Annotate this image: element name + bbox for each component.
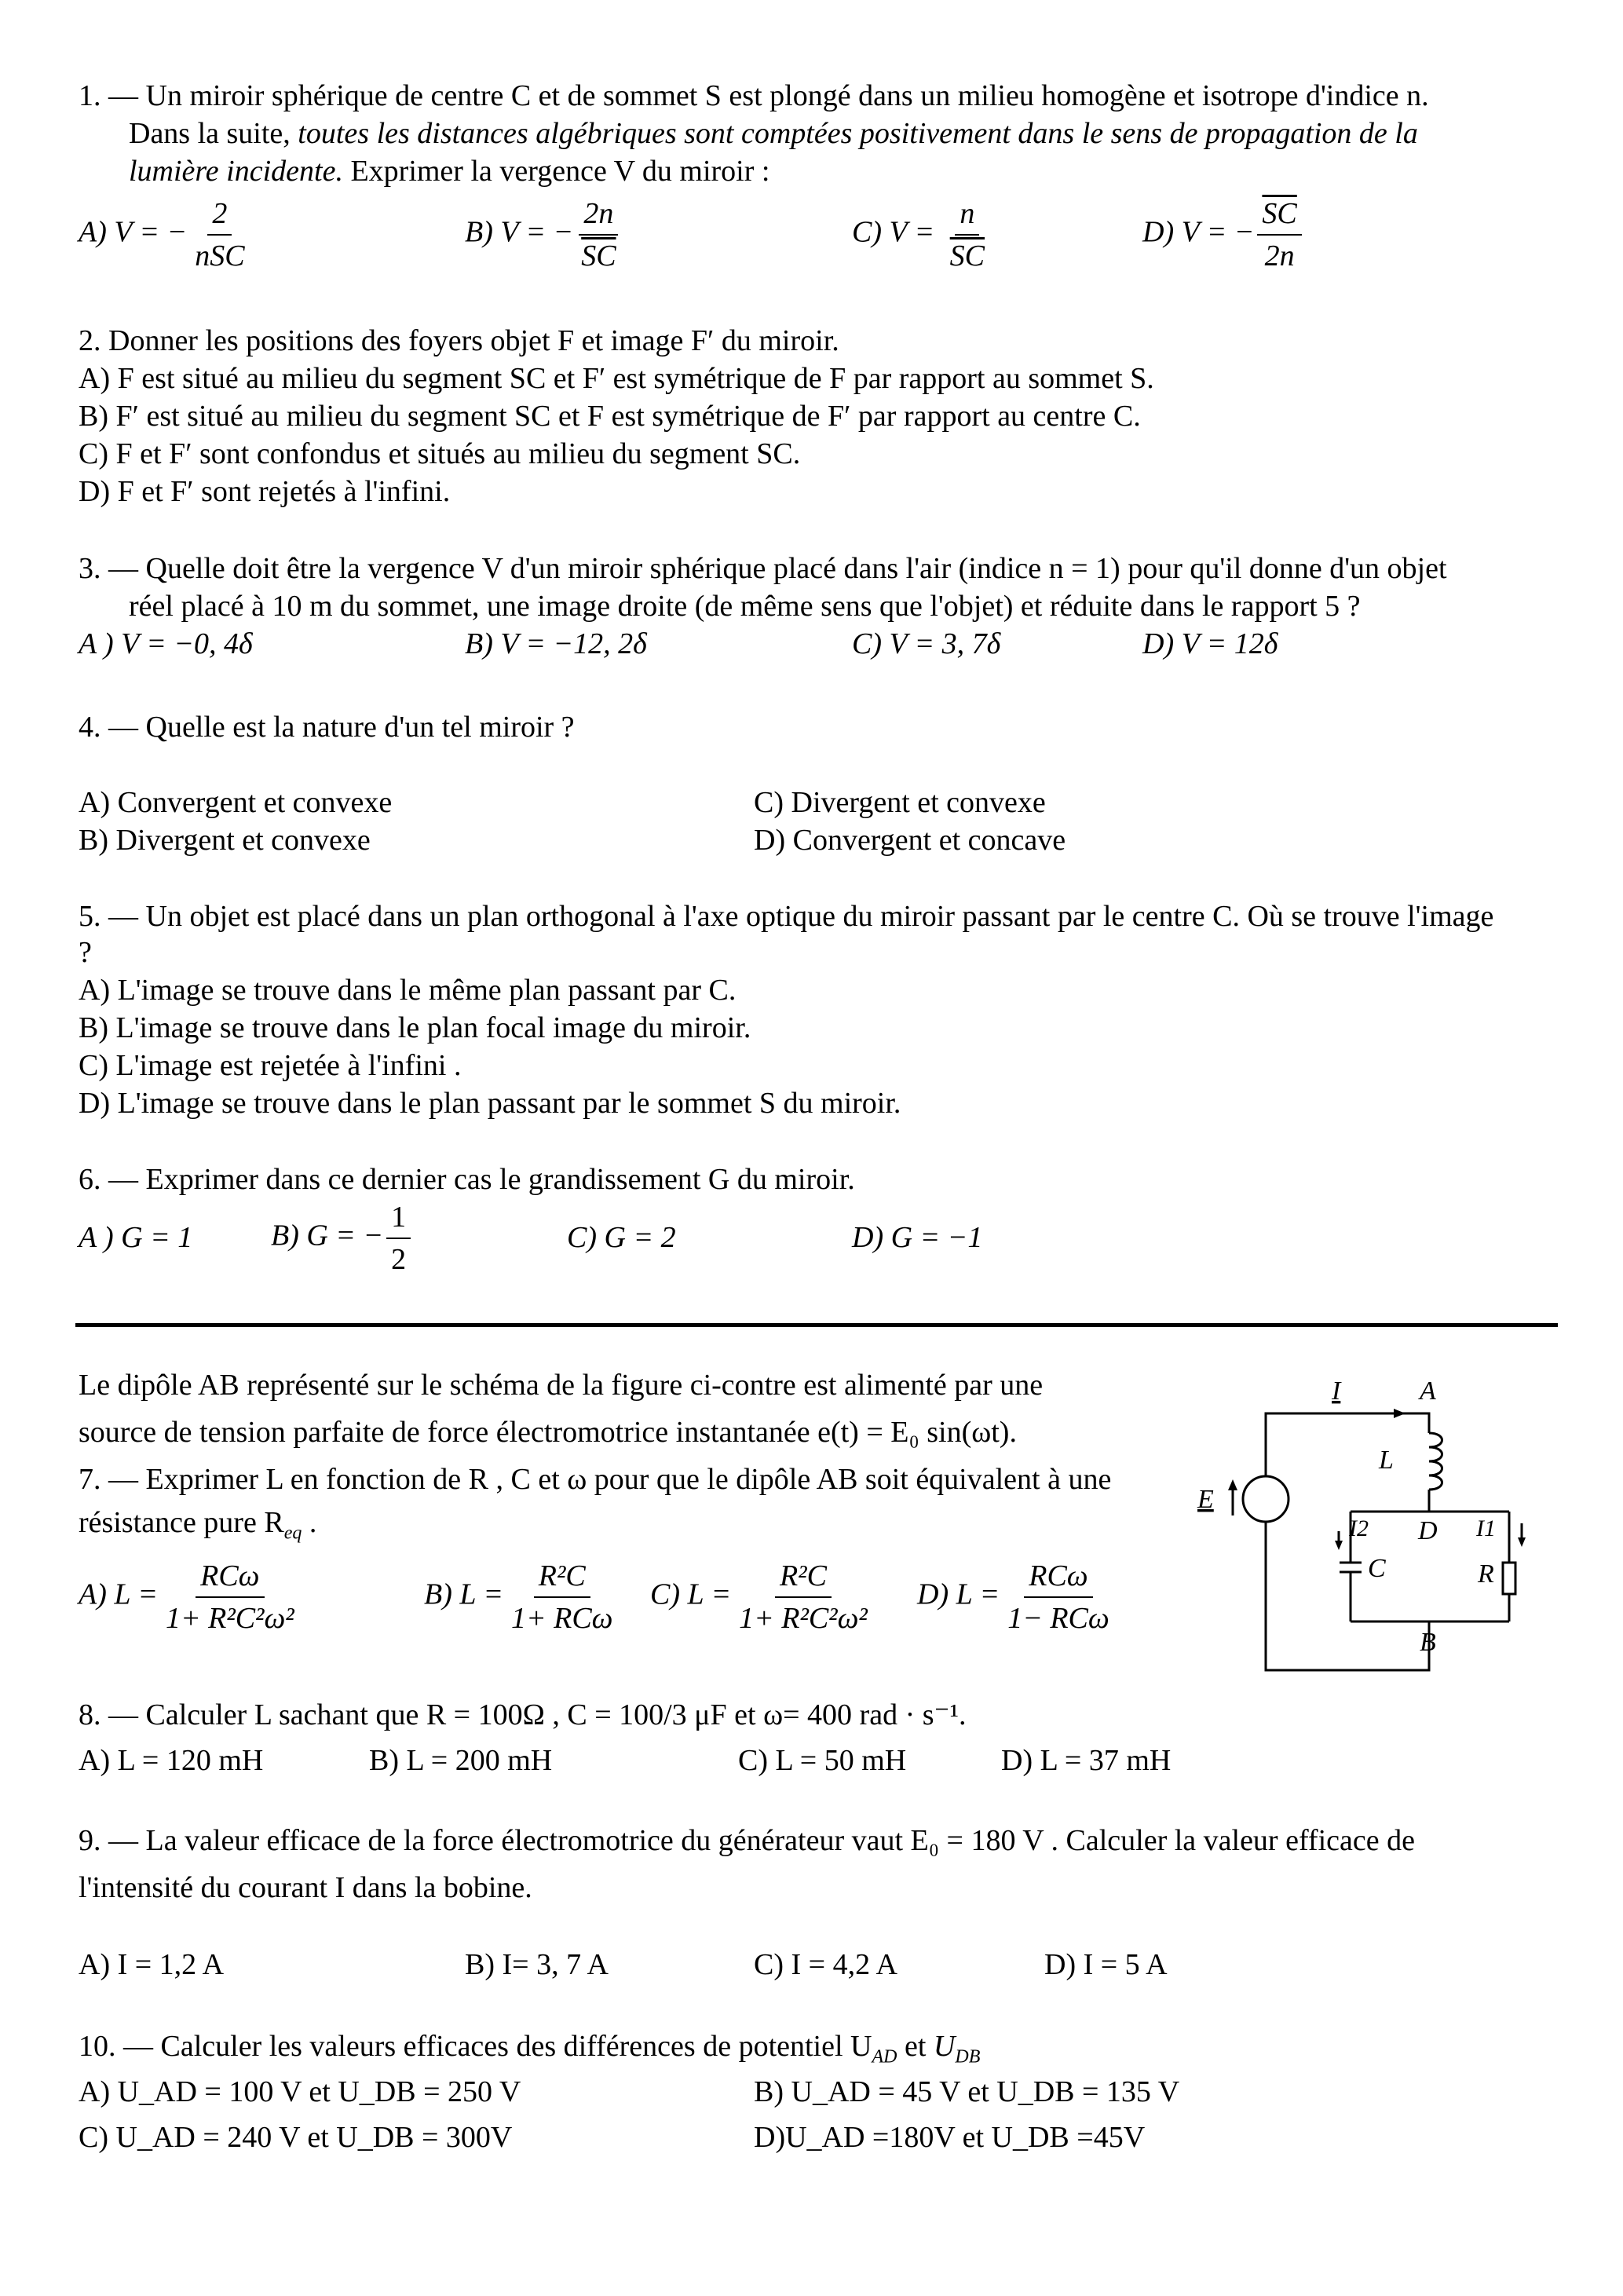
q5-option-c[interactable]: C) L'image est rejetée à l'infini . [79, 1049, 462, 1082]
q2-title: 2. Donner les positions des foyers objet F et image F′ du miroir. [79, 324, 839, 357]
generator [1243, 1476, 1289, 1522]
label-i2: I2 [1349, 1515, 1369, 1541]
q3-option-c[interactable]: C) V = 3, 7δ [852, 627, 1001, 660]
q5-line2: ? [79, 936, 92, 969]
q6-option-a[interactable]: A ) G = 1 [79, 1221, 193, 1254]
q5-option-a[interactable]: A) L'image se trouve dans le même plan passant par C. [79, 974, 737, 1007]
q8-option-d[interactable]: D) L = 37 mH [1001, 1744, 1172, 1777]
section-divider [75, 1323, 1558, 1327]
q6-option-c[interactable]: C) G = 2 [567, 1221, 676, 1254]
q4-option-b[interactable]: B) Divergent et convexe [79, 824, 371, 857]
q5-option-b[interactable]: B) L'image se trouve dans le plan focal image du miroir. [79, 1011, 751, 1044]
q8-title: 8. — Calculer L sachant que R = 100Ω , C = 100/3 μF et ω= 400 rad · s⁻¹. [79, 1698, 967, 1731]
q8-option-c[interactable]: C) L = 50 mH [738, 1744, 907, 1777]
label-d: D [1418, 1516, 1438, 1545]
q2-option-a[interactable]: A) F est situé au milieu du segment SC et F′ est symétrique de F par rapport au sommet S. [79, 362, 1154, 395]
q6-option-b[interactable]: B) G = − $\frac{1}{2}$ [271, 1200, 414, 1277]
wire-top [1266, 1413, 1429, 1476]
circuit-diagram [1193, 1366, 1570, 1680]
q9-option-c[interactable]: C) I = 4,2 A [754, 1948, 897, 1981]
q1-line1: 1. — Un miroir sphérique de centre C et de sommet S est plongé dans un milieu homogène et isotrope d'indice n. [79, 79, 1429, 112]
label-i: I [1332, 1377, 1341, 1406]
label-a: A [1420, 1377, 1436, 1406]
q4-option-a[interactable]: A) Convergent et convexe [79, 786, 393, 819]
q7-option-c[interactable]: C) L = $\frac{\text{R²C}}{\text{1+ R²C²ω²}}$ [650, 1559, 868, 1635]
label-c: C [1368, 1554, 1386, 1583]
label-b: B [1420, 1628, 1436, 1657]
q3-line1: 3. — Quelle doit être la vergence V d'un miroir sphérique placé dans l'air (indice n = 1) pour qu'il donne d'un objet [79, 552, 1447, 585]
q7-line2: résistance pure $R_{eq}$ . [79, 1506, 317, 1544]
q1-option-d[interactable]: D) V = − $\frac{\overline{SC}}{2n}$ [1142, 196, 1305, 273]
q6-option-d[interactable]: D) G = −1 [852, 1221, 983, 1254]
q3-option-b[interactable]: B) V = −12, 2δ [465, 627, 647, 660]
q8-option-a[interactable]: A) L = 120 mH [79, 1744, 264, 1777]
q1-option-b[interactable]: B) V = − $\frac{2n}{SC}$ [465, 196, 624, 273]
q3-line2: réel placé à 10 m du sommet, une image droite (de même sens que l'objet) et réduite dans le rapport 5 ? [129, 590, 1361, 623]
q10-option-d[interactable]: D)U_AD =180V et U_DB =45V [754, 2121, 1146, 2154]
i-arrow-head [1394, 1409, 1406, 1418]
q1-option-a[interactable]: A) V = − $\frac{2}{\text{nSC}}$ [79, 197, 245, 272]
q4-option-d[interactable]: D) Convergent et concave [754, 824, 1066, 857]
intro-line2: source de tension parfaite de force électromotrice instantanée e(t) = E₀ sin(ωt). [79, 1416, 1017, 1449]
q8-option-b[interactable]: B) L = 200 mH [369, 1744, 553, 1777]
e-arrow-head [1228, 1479, 1237, 1490]
q9-option-a[interactable]: A) I = 1,2 A [79, 1948, 225, 1981]
label-l: L [1379, 1446, 1394, 1475]
q4-title: 4. — Quelle est la nature d'un tel miroir ? [79, 711, 575, 744]
label-i1: I1 [1476, 1515, 1496, 1541]
label-r: R [1478, 1559, 1494, 1589]
i1-arrow-head [1518, 1537, 1526, 1547]
q6-title: 6. — Exprimer dans ce dernier cas le grandissement G du miroir. [79, 1163, 855, 1196]
i2-arrow-head [1335, 1541, 1343, 1550]
q2-option-d[interactable]: D) F et F′ sont rejetés à l'infini. [79, 475, 451, 508]
q7-option-d[interactable]: D) L = $\frac{\text{RCω}}{\text{1− RCω}}$ [917, 1559, 1109, 1635]
q7-line1: 7. — Exprimer L en fonction de R , C et ω pour que le dipôle AB soit équivalent à une [79, 1463, 1112, 1496]
q7-option-b[interactable]: B) L = $\frac{\text{R²C}}{\text{1+ RCω}}$ [424, 1559, 613, 1635]
resistor [1503, 1563, 1515, 1594]
q10-title: 10. — Calculer les valeurs efficaces des différences de potentiel $U_{AD}$ et $U_{DB}$ [79, 2030, 981, 2067]
inductor [1429, 1433, 1442, 1490]
intro-line1: Le dipôle AB représenté sur le schéma de la figure ci-contre est alimenté par une [79, 1369, 1044, 1402]
q1-line2: Dans la suite, toutes les distances algébriques sont comptées positivement dans le sens de propagation de la [129, 117, 1418, 150]
q10-option-a[interactable]: A) U_AD = 100 V et U_DB = 250 V [79, 2075, 521, 2108]
q5-line1: 5. — Un objet est placé dans un plan orthogonal à l'axe optique du miroir passant par le centre C. Où se trouve l'image [79, 900, 1494, 933]
q9-line2: l'intensité du courant I dans la bobine. [79, 1871, 532, 1904]
q9-option-d[interactable]: D) I = 5 A [1044, 1948, 1168, 1981]
q2-option-b[interactable]: B) F′ est situé au milieu du segment SC et F est symétrique de F′ par rapport au centre C. [79, 400, 1141, 433]
q7-option-a[interactable]: A) L = $\frac{\text{RCω}}{\text{1+ R²C²ω²}}$ [79, 1559, 294, 1635]
q9-option-b[interactable]: B) I= 3, 7 A [465, 1948, 609, 1981]
q10-option-b[interactable]: B) U_AD = 45 V et U_DB = 135 V [754, 2075, 1180, 2108]
label-e: E [1197, 1485, 1214, 1514]
q1-option-c[interactable]: C) V = $\frac{n}{SC}$ [852, 197, 985, 272]
q3-option-d[interactable]: D) V = 12δ [1142, 627, 1278, 660]
q3-option-a[interactable]: A ) V = −0, 4δ [79, 627, 253, 660]
q1-line3: lumière incidente. Exprimer la vergence V du miroir : [129, 155, 770, 188]
q9-line1: 9. — La valeur efficace de la force électromotrice du générateur vaut E₀ = 180 V . Calculer la valeur efficace de [79, 1824, 1415, 1857]
wire-bottom [1266, 1522, 1429, 1670]
q5-option-d[interactable]: D) L'image se trouve dans le plan passant par le sommet S du miroir. [79, 1087, 901, 1120]
q2-option-c[interactable]: C) F et F′ sont confondus et situés au milieu du segment SC. [79, 437, 801, 470]
q4-option-c[interactable]: C) Divergent et convexe [754, 786, 1046, 819]
q10-option-c[interactable]: C) U_AD = 240 V et U_DB = 300V [79, 2121, 513, 2154]
